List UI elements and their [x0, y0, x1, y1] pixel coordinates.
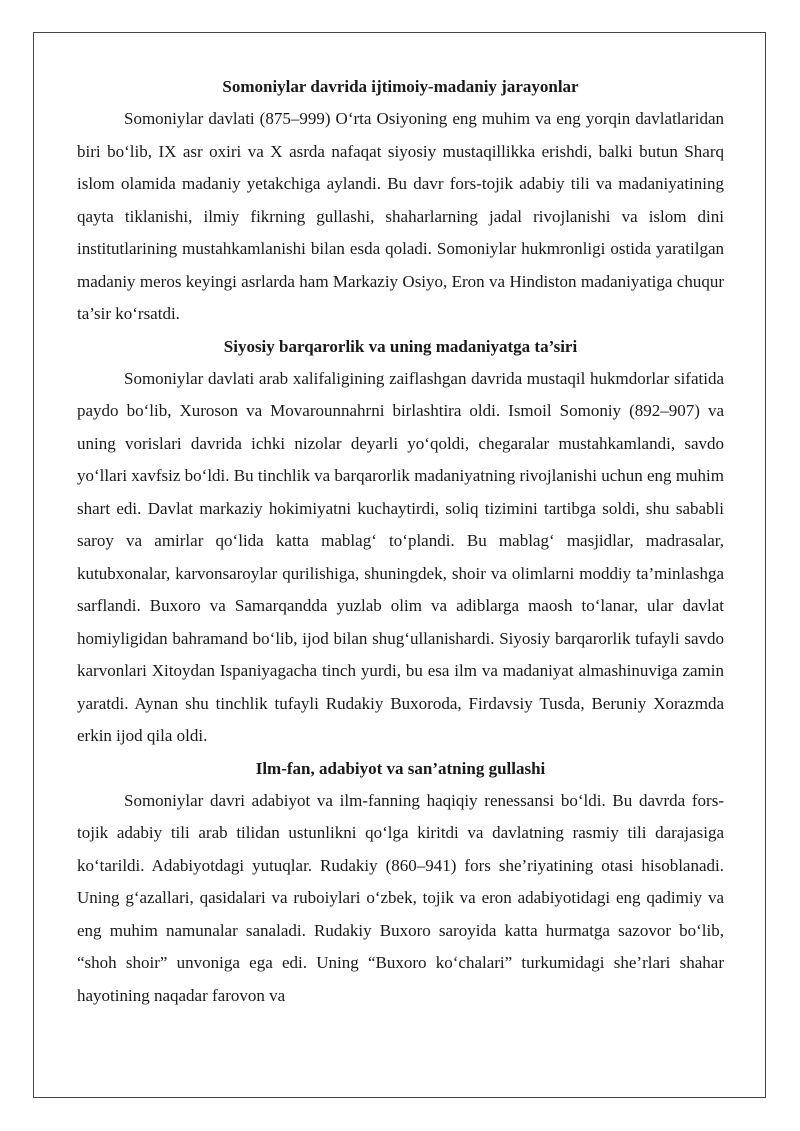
paragraph-science-literature: Somoniylar davri adabiyot va ilm-fanning haqiqiy renessansi bo‘ldi. Bu davrda fors-tojik adabiy tili arab tilidan ustunlikni qo‘lga kiritdi va davlatning rasmiy tili darajasiga ko‘tarildi. Adabiyotdagi yutuqlar. Rudakiy (860–941) fors she’riyatining otasi hisoblanadi. Uning g‘azallari, qasidalari va ruboiylari o‘zbek, tojik va eron adabiyotidagi eng qadimiy va eng muhim namunalar sanaladi. Rudakiy Buxoro saroyida katta hurmatga sazovor bo‘lib, “shoh shoir” unvoniga ega edi. Uning “Buxoro ko‘chalari” turkumidagi she’rlari shahar hayotining naqadar farovon va — [77, 790, 724, 1005]
section-heading-science-literature: Ilm-fan, adabiyot va san’atning gullashi — [255, 758, 546, 778]
paragraph-introduction: Somoniylar davlati (875–999) O‘rta Osiyoning eng muhim va eng yorqin davlatlaridan biri bo‘lib, IX asr oxiri va X asrda nafaqat siyosiy mustaqillikka erishdi, balki butun Sharq islom olamida madaniy yetakchiga aylandi. Bu davr fors-tojik adabiy tili va madaniyatining qayta tiklanishi, ilmiy fikrning gullashi, shaharlarning jadal rivojlanishi va islom dini institutlarining mustahkamlanishi bilan esda qoladi. Somoniylar hukmronligi ostida yaratilgan madaniy meros keyingi asrlarda ham Markaziy Osiyo, Eron va Hindiston madaniyatiga chuqur ta’sir ko‘rsatdi. — [77, 109, 724, 323]
paragraph-political-stability: Somoniylar davlati arab xalifaligining zaiflashgan davrida mustaqil hukmdorlar sifatida paydo bo‘lib, Xuroson va Movarounnahrni birlashtira oldi. Ismoil Somoniy (892–907) va uning vorislari davrida ichki nizolar deyarli yo‘qoldi, chegaralar mustahkamlandi, savdo yo‘llari xavfsiz bo‘ldi. Bu tinchlik va barqarorlik madaniyatning rivojlanishi uchun eng muhim shart edi. Davlat markaziy hokimiyatni kuchaytirdi, soliq tizimini tartibga soldi, shu sababli saroy va amirlar qo‘lida katta mablag‘ to‘plandi. Bu mablag‘ masjidlar, madrasalar, kutubxonalar, karvonsaroylar qurilishiga, shuningdek, shoir va olimlarni moddiy ta’minlashga sarflandi. Buxoro va Samarqandda yuzlab olim va adiblarga maosh to‘lanar, ular davlat homiyligidan bahramand bo‘lib, ijod bilan shug‘ullanishardi. Siyosiy barqarorlik tufayli savdo karvonlari Xitoydan Ispaniyagacha tinch yurdi, bu esa ilm va madaniyat almashinuviga zamin yaratdi. Aynan shu tinchlik tufayli Rudakiy Buxoroda, Firdavsiy Tusda, Beruniy Xorazmda erkin ijod qila oldi. — [77, 368, 724, 745]
document-body — [77, 71, 724, 1012]
section-heading-social-cultural: Somoniylar davrida ijtimoiy-madaniy jarayonlar — [222, 77, 579, 96]
section-heading-political-stability: Siyosiy barqarorlik va uning madaniyatga ta’siri — [223, 336, 578, 356]
